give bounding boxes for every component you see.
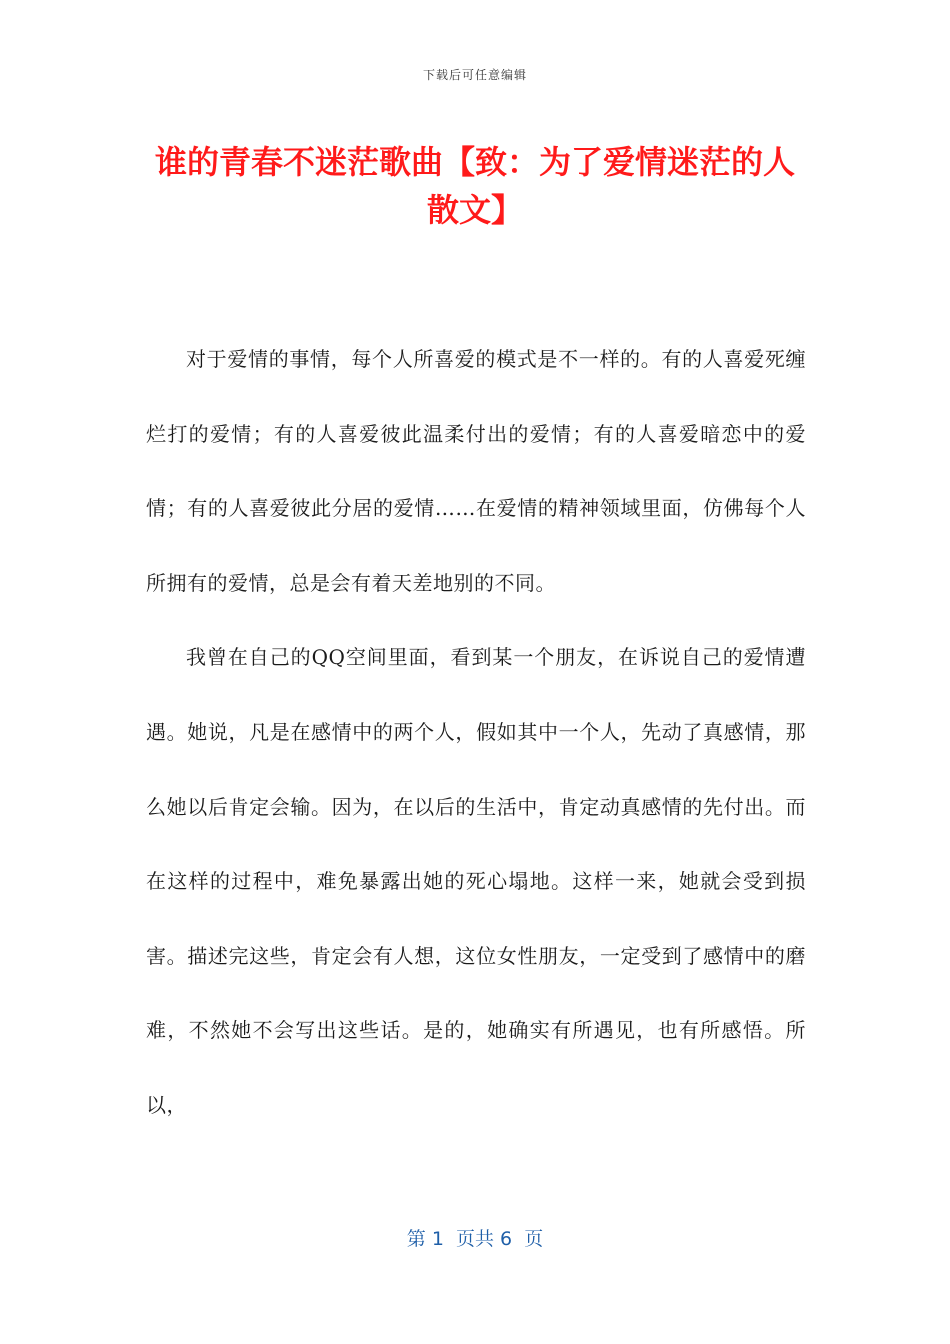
document-title: 谁的青春不迷茫歌曲【致：为了爱情迷茫的人散文】 [154,143,795,229]
document-body [146,322,806,1143]
paragraph-1: 对于爱情的事情，每个人所喜爱的模式是不一样的。有的人喜爱死缠烂打的爱情；有的人喜爱彼此温柔付出的爱情；有的人喜爱暗恋中的爱情；有的人喜爱彼此分居的爱情……在爱情的精神领域里面，仿佛每个人所拥有的爱情，总是会有着天差地别的不同。 [146,347,806,595]
page-number-footer [0,1224,950,1251]
paragraph-2: 我曾在自己的QQ空间里面，看到某一个朋友，在诉说自己的爱情遭遇。她说，凡是在感情中的两个人，假如其中一个人，先动了真感情，那么她以后肯定会输。因为，在以后的生活中，肯定动真感情的先付出。而在这样的过程中，难免暴露出她的死心塌地。这样一来，她就会受到损害。描述完这些，肯定会有人想，这位女性朋友，一定受到了感情中的磨难，不然她不会写出这些话。是的，她确实有所遇见，也有所感悟。所以， [146,645,806,1117]
page-number-label: 第 1 页共 6 页 [406,1228,544,1250]
page-header-note: 下载后可任意编辑 [422,68,527,82]
